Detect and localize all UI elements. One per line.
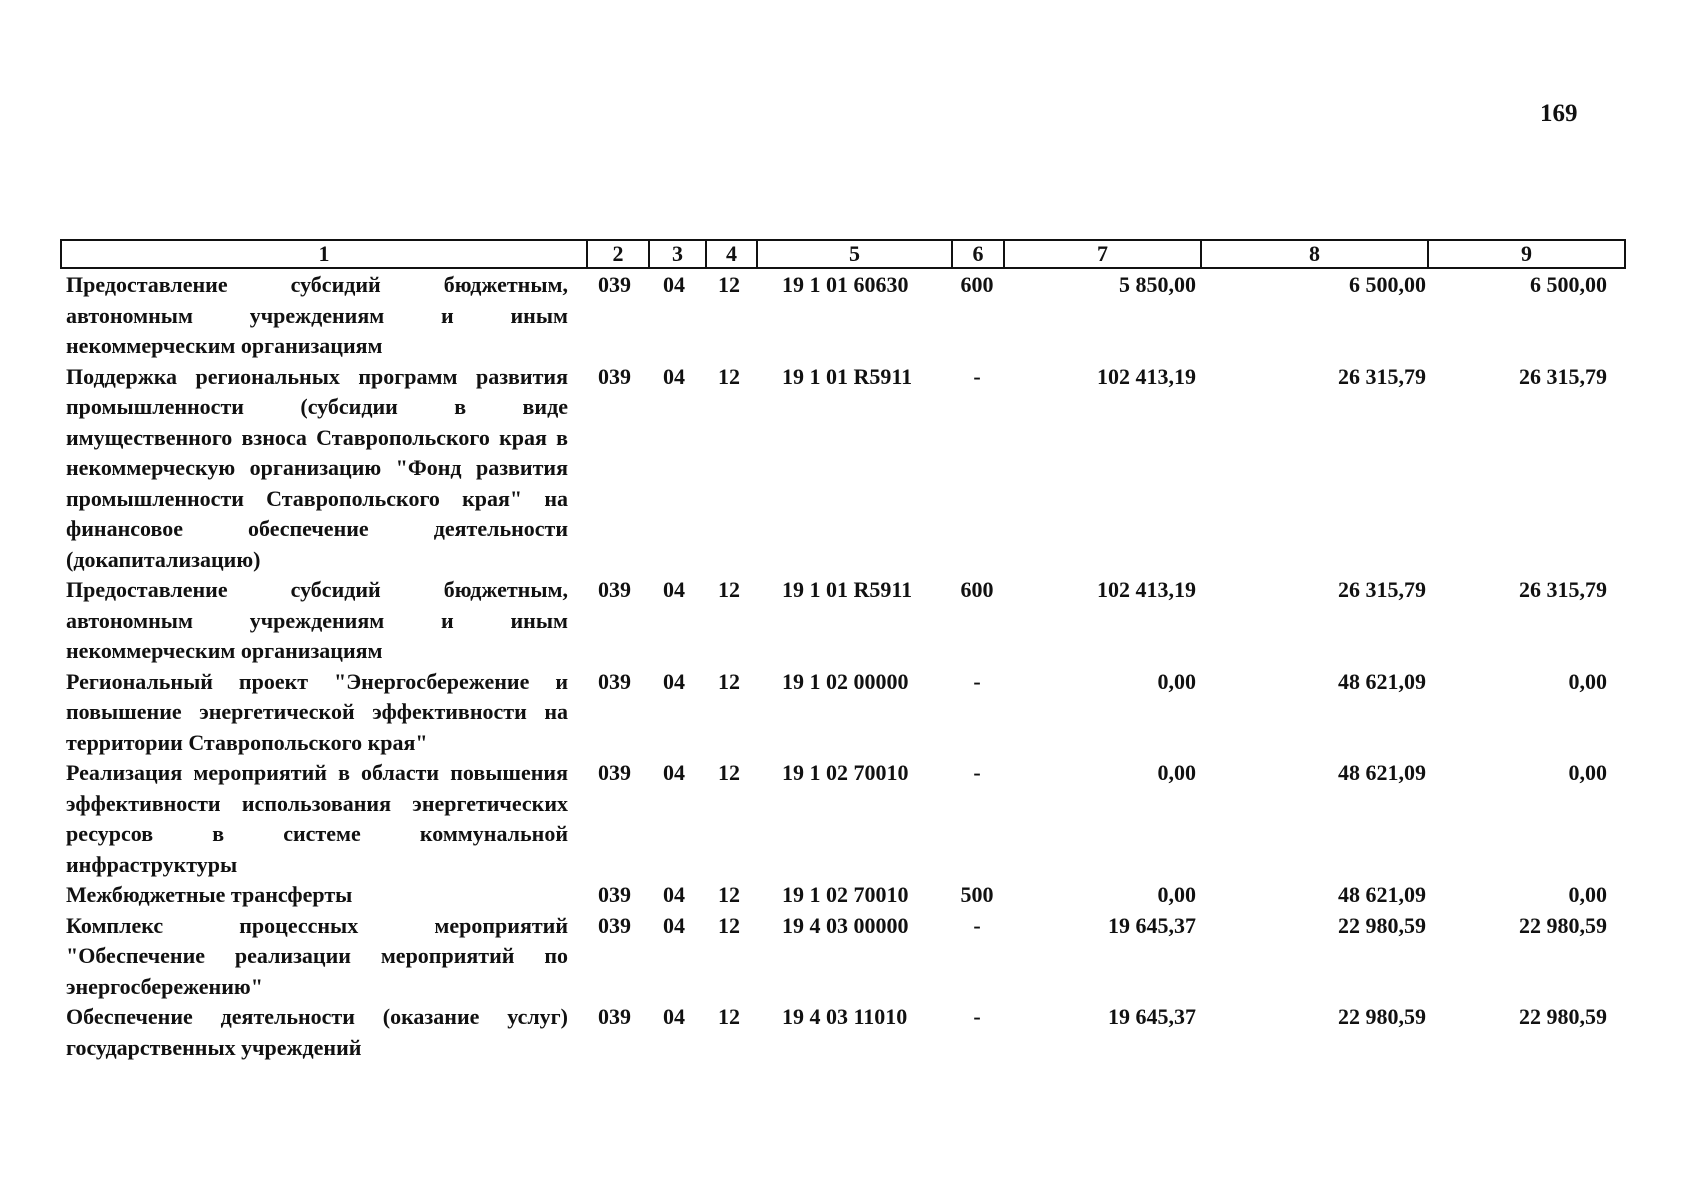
subsection-code: 12 — [718, 668, 740, 694]
row-description: Предоставление субсидий бюджетным, автономным учреждениям и иным некоммерческим организациям — [66, 272, 568, 358]
section-code: 04 — [663, 760, 685, 785]
ministry-code: 039 — [598, 577, 631, 602]
target-article-code: 19 1 02 00000 — [782, 668, 909, 694]
section-code: 04 — [663, 363, 685, 389]
subsection-code: 12 — [718, 760, 740, 785]
subsection-code: 12 — [718, 272, 740, 297]
expense-type-code: - — [973, 912, 981, 938]
column-header-3: 3 — [649, 240, 706, 268]
table-row — [0, 911, 1696, 1003]
table-row — [0, 1002, 1696, 1063]
amount-col-7: 0,00 — [1157, 760, 1196, 785]
row-description: Обеспечение деятельности (оказание услуг) государственных учреждений — [66, 1004, 568, 1060]
column-header-6: 6 — [952, 240, 1004, 268]
expense-type-code: - — [973, 668, 981, 694]
section-code: 04 — [663, 577, 685, 602]
ministry-code: 039 — [598, 1004, 631, 1029]
amount-col-7: 19 645,37 — [1108, 912, 1196, 938]
column-header-row — [61, 240, 1625, 268]
subsection-code: 12 — [718, 363, 740, 389]
section-code: 04 — [663, 272, 685, 297]
expense-type-code: - — [973, 363, 981, 389]
column-header-5: 5 — [757, 240, 952, 268]
row-description: Комплекс процессных мероприятий "Обеспечение реализации мероприятий по энергосбережению" — [66, 912, 568, 999]
ministry-code: 039 — [598, 882, 631, 907]
budget-table-body — [0, 270, 1696, 1063]
target-article-code: 19 1 02 70010 — [782, 882, 909, 907]
amount-col-9: 22 980,59 — [1519, 912, 1607, 938]
amount-col-7: 102 413,19 — [1097, 577, 1196, 602]
ministry-code: 039 — [598, 668, 631, 694]
subsection-code: 12 — [718, 1004, 740, 1029]
table-row — [0, 667, 1696, 759]
expense-type-code: - — [973, 1004, 981, 1029]
target-article-code: 19 1 01 R5911 — [782, 363, 913, 389]
amount-col-7: 19 645,37 — [1108, 1004, 1196, 1029]
target-article-code: 19 1 01 60630 — [782, 272, 909, 297]
amount-col-8: 26 315,79 — [1338, 577, 1426, 602]
expense-type-code: 600 — [960, 272, 994, 297]
ministry-code: 039 — [598, 760, 631, 785]
column-header-1: 1 — [61, 240, 587, 268]
section-code: 04 — [663, 1004, 685, 1029]
expense-type-code: 600 — [960, 577, 994, 602]
row-description: Поддержка региональных программ развития промышленности (субсидии в виде имущественного взноса Ставропольского края в некоммерческую организацию "Фонд развития промышленности Ставропольского края" на финансовое обеспечение деятельности (докапитализацию) — [66, 363, 568, 572]
amount-col-8: 48 621,09 — [1338, 668, 1426, 694]
amount-col-9: 0,00 — [1568, 882, 1607, 907]
column-header-4: 4 — [706, 240, 757, 268]
target-article-code: 19 4 03 11010 — [782, 1004, 908, 1029]
amount-col-7: 102 413,19 — [1097, 363, 1196, 389]
column-header-table — [60, 239, 1626, 269]
amount-col-9: 0,00 — [1568, 760, 1607, 785]
column-header-8: 8 — [1201, 240, 1428, 268]
amount-col-8: 26 315,79 — [1338, 363, 1426, 389]
target-article-code: 19 1 01 R5911 — [782, 577, 913, 602]
row-description: Реализация мероприятий в области повышения эффективности использования энергетических ресурсов в системе коммунальной инфраструктуры — [66, 760, 568, 877]
column-header-7: 7 — [1004, 240, 1201, 268]
table-row — [0, 880, 1696, 911]
amount-col-7: 0,00 — [1157, 882, 1196, 907]
amount-col-8: 48 621,09 — [1338, 760, 1426, 785]
amount-col-9: 26 315,79 — [1519, 363, 1607, 389]
column-header-9: 9 — [1428, 240, 1625, 268]
row-description: Региональный проект "Энергосбережение и повышение энергетической эффективности на территории Ставропольского края" — [66, 668, 568, 755]
section-code: 04 — [663, 912, 685, 938]
subsection-code: 12 — [718, 882, 740, 907]
amount-col-8: 22 980,59 — [1338, 1004, 1426, 1029]
amount-col-8: 48 621,09 — [1338, 882, 1426, 907]
column-header-2: 2 — [587, 240, 649, 268]
amount-col-9: 22 980,59 — [1519, 1004, 1607, 1029]
amount-col-8: 22 980,59 — [1338, 912, 1426, 938]
section-code: 04 — [663, 882, 685, 907]
table-row — [0, 270, 1696, 362]
ministry-code: 039 — [598, 363, 631, 389]
ministry-code: 039 — [598, 912, 631, 938]
target-article-code: 19 1 02 70010 — [782, 760, 909, 785]
amount-col-9: 6 500,00 — [1530, 272, 1607, 297]
expense-type-code: - — [973, 760, 981, 785]
amount-col-9: 26 315,79 — [1519, 577, 1607, 602]
target-article-code: 19 4 03 00000 — [782, 912, 909, 938]
page-number: 169 — [1540, 100, 1578, 127]
table-row — [0, 575, 1696, 667]
section-code: 04 — [663, 668, 685, 694]
subsection-code: 12 — [718, 577, 740, 602]
table-row — [0, 758, 1696, 880]
expense-type-code: 500 — [960, 882, 994, 907]
amount-col-7: 0,00 — [1157, 668, 1196, 694]
row-description: Межбюджетные трансферты — [66, 882, 353, 907]
amount-col-7: 5 850,00 — [1119, 272, 1196, 297]
subsection-code: 12 — [718, 912, 740, 938]
ministry-code: 039 — [598, 272, 631, 297]
amount-col-9: 0,00 — [1568, 668, 1607, 694]
amount-col-8: 6 500,00 — [1349, 272, 1426, 297]
row-description: Предоставление субсидий бюджетным, автономным учреждениям и иным некоммерческим организациям — [66, 577, 568, 663]
table-row — [0, 362, 1696, 576]
